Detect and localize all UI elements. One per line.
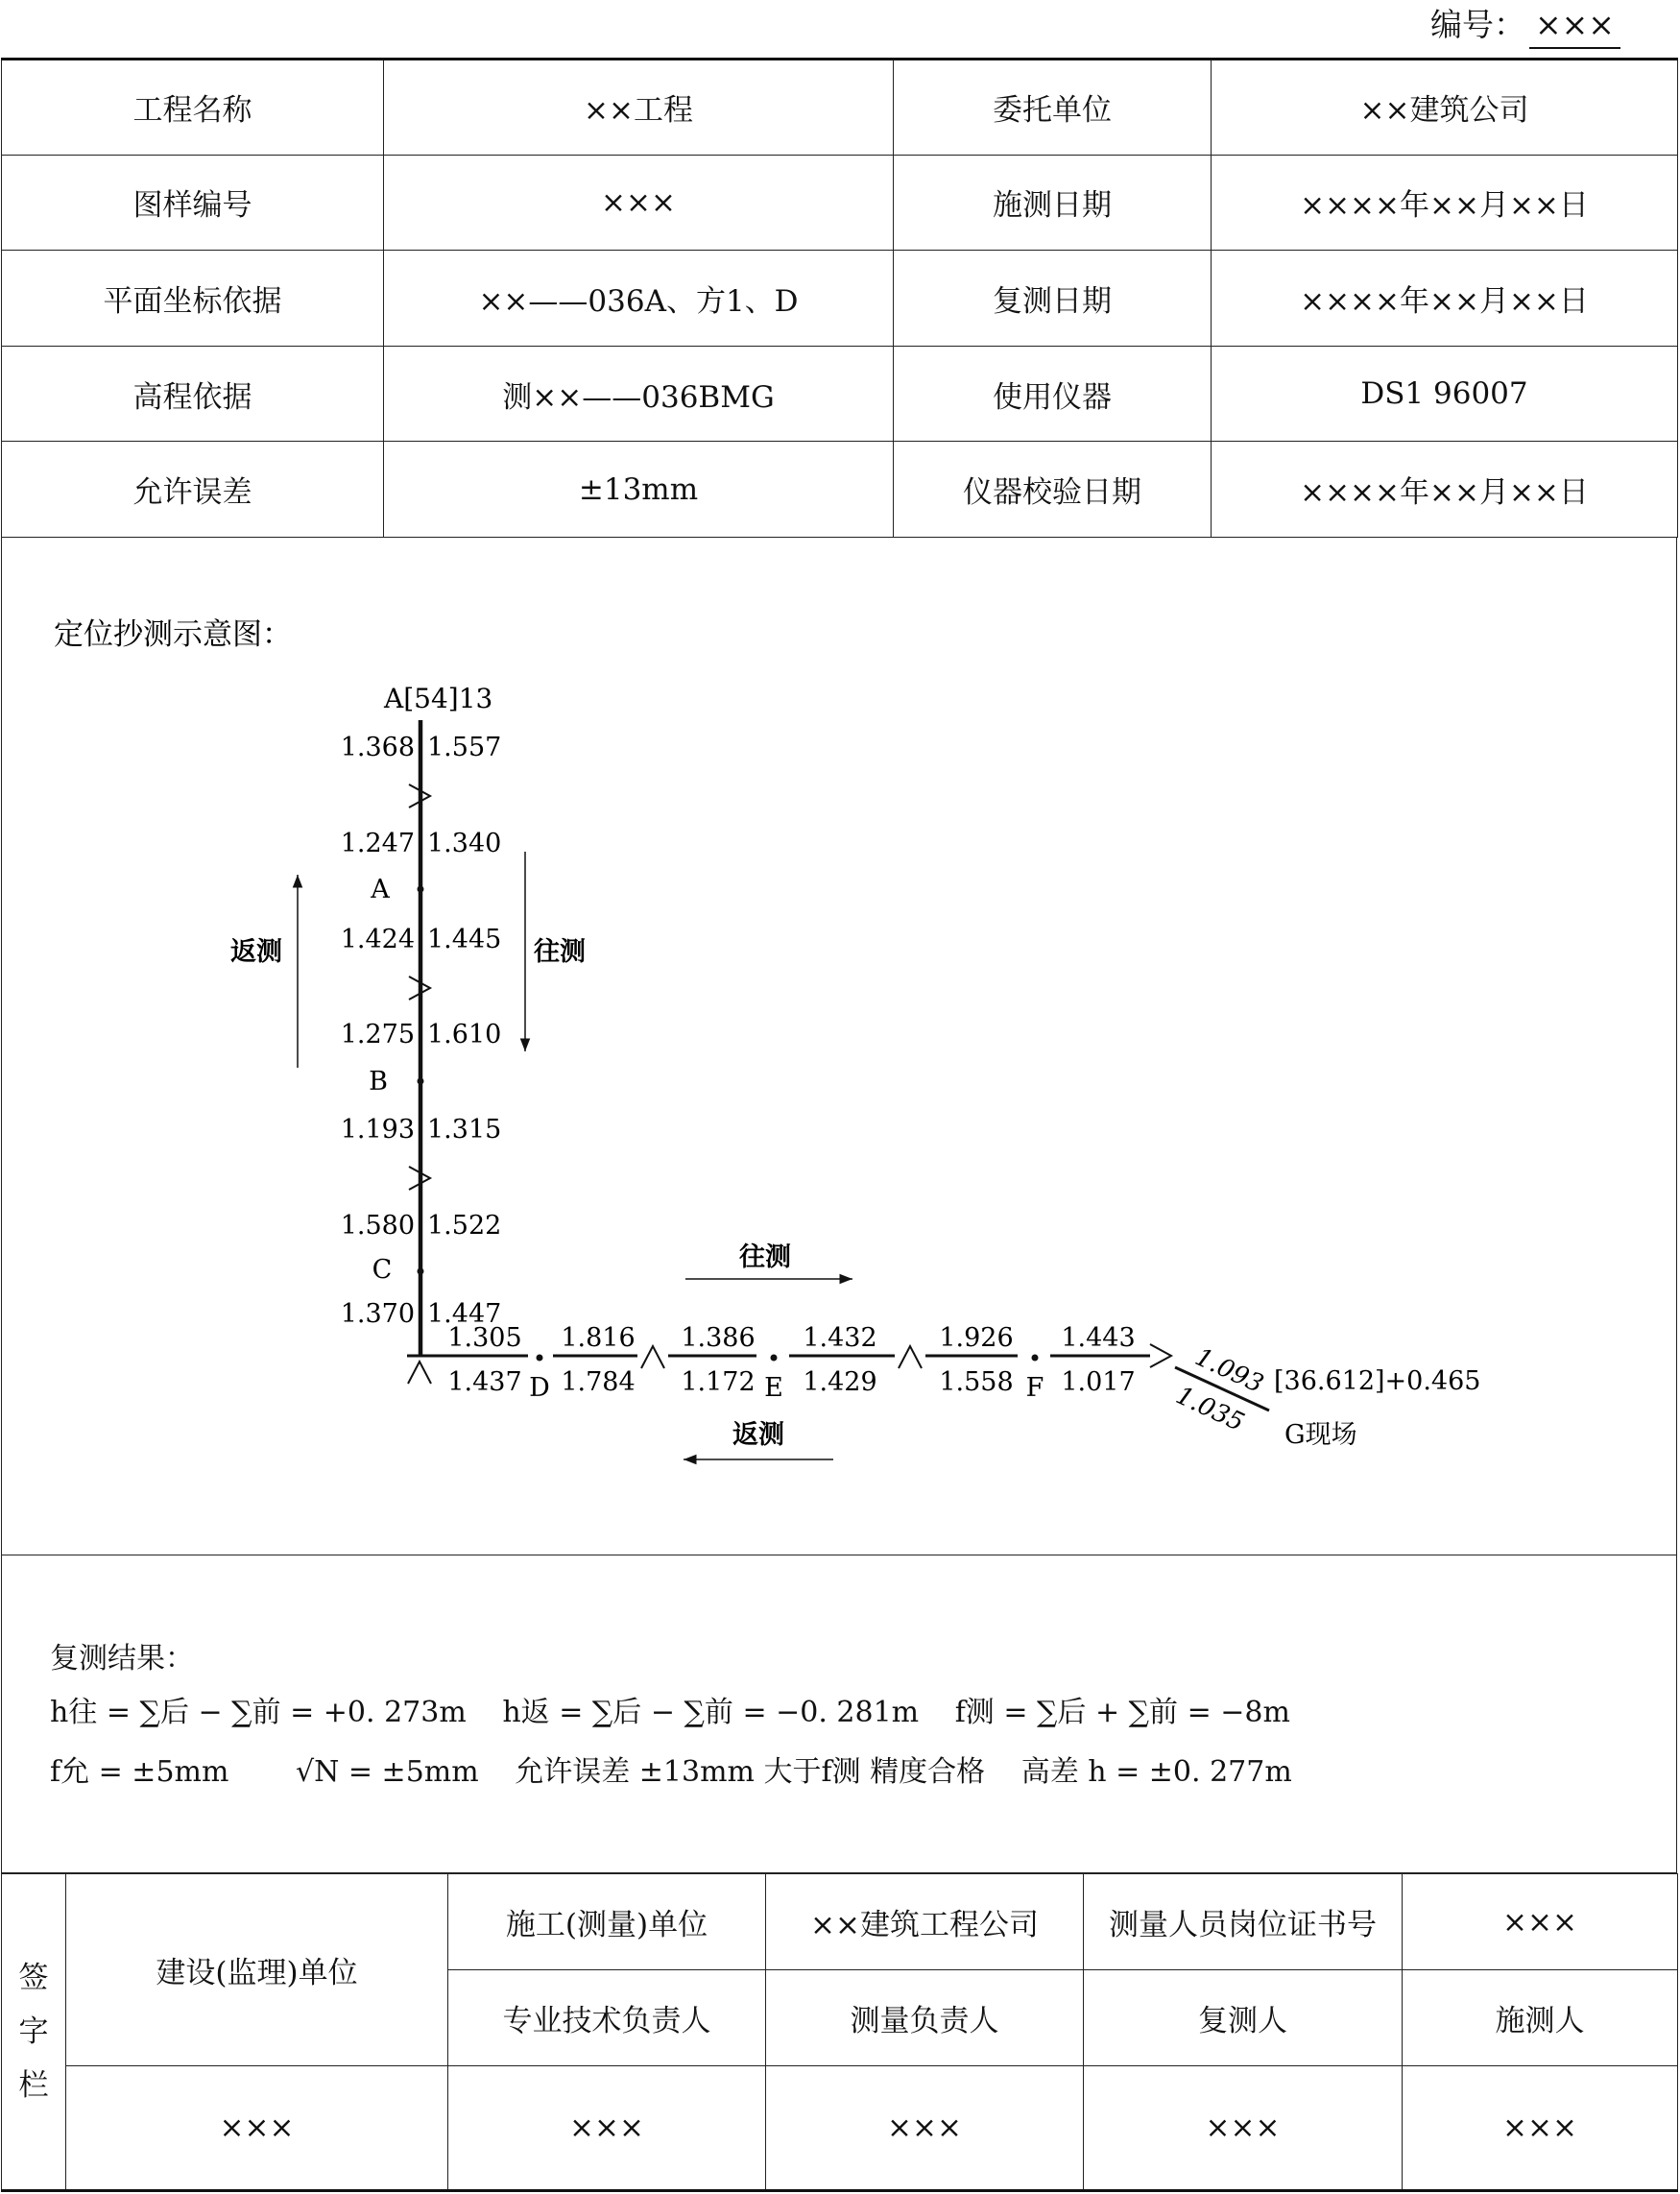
- info-label: 允许误差: [2, 442, 384, 538]
- sign-value: ×××: [1084, 2066, 1403, 2191]
- results-label: 复测结果：: [50, 1642, 194, 1676]
- project-info-table: [1, 58, 1678, 538]
- point-dot-a: [418, 886, 424, 893]
- sign-value: ×××: [66, 2066, 448, 2191]
- height-diff: 高差 h = ±0. 277m: [1020, 1755, 1292, 1789]
- construction-unit-value: ××建筑工程公司: [766, 1874, 1084, 1970]
- point-label-e: E: [764, 1373, 783, 1403]
- back-label-vertical: 返测: [230, 937, 282, 967]
- info-value: ×××: [384, 155, 894, 251]
- info-value: ××工程: [384, 60, 894, 156]
- point-dot-f: [1032, 1355, 1039, 1362]
- info-value: ××建筑公司: [1212, 60, 1678, 156]
- survey-lead-label: 测量负责人: [766, 1970, 1084, 2066]
- reading-top: 1.443: [1061, 1323, 1136, 1353]
- point-label-a: A: [371, 875, 390, 904]
- reading-bottom: 1.558: [939, 1367, 1014, 1397]
- signature-row: [2, 1874, 1678, 1970]
- serial-number: [1430, 0, 1620, 48]
- reading-fore: 1.315: [427, 1115, 502, 1145]
- rechecker-label: 复测人: [1084, 1970, 1403, 2066]
- point-label-d: D: [529, 1373, 550, 1403]
- signature-row: [2, 2066, 1678, 2191]
- reading-back: 1.275: [340, 1020, 415, 1049]
- results-line-2: [50, 1748, 1292, 1790]
- info-row: [2, 442, 1678, 538]
- info-label: 工程名称: [2, 60, 384, 156]
- reading-top: 1.386: [681, 1323, 756, 1353]
- back-label-horizontal: 返测: [732, 1420, 784, 1450]
- reading-back: 1.424: [340, 925, 415, 954]
- point-dot-e: [771, 1355, 778, 1362]
- info-row: [2, 251, 1678, 347]
- tech-lead-label: 专业技术负责人: [448, 1970, 766, 2066]
- serial-label: 编号：: [1430, 6, 1525, 43]
- info-value: 测××——036BMG: [384, 346, 894, 442]
- reading-fore: 1.340: [427, 829, 502, 858]
- point-dot-c: [418, 1268, 424, 1275]
- reading-fore: 1.557: [427, 733, 502, 762]
- end-station-label: G现场: [1284, 1420, 1357, 1450]
- info-value: ××××年××月××日: [1212, 155, 1678, 251]
- point-label-b: B: [369, 1067, 388, 1097]
- point-dot-b: [418, 1078, 424, 1085]
- reading-back: 1.247: [340, 829, 415, 858]
- reading-top: 1.093: [1190, 1342, 1268, 1400]
- reading-bottom: 1.172: [681, 1367, 756, 1397]
- info-value: ××××年××月××日: [1212, 442, 1678, 538]
- f-measured: f测 = ∑后 + ∑前 = −8m: [954, 1696, 1290, 1729]
- info-label: 图样编号: [2, 155, 384, 251]
- info-label: 仪器校验日期: [894, 442, 1212, 538]
- reading-back: 1.368: [340, 733, 415, 762]
- reading-bottom: 1.035: [1171, 1381, 1249, 1438]
- reading-fore: 1.445: [427, 925, 502, 954]
- results-section: [1, 1555, 1677, 1873]
- diagram-section: [1, 537, 1677, 1555]
- reading-fore: 1.522: [427, 1211, 502, 1241]
- sign-value: ×××: [1403, 2066, 1678, 2191]
- info-value: DS1 96007: [1212, 346, 1678, 442]
- forward-label-horizontal: 往测: [739, 1242, 791, 1272]
- info-label: 高程依据: [2, 346, 384, 442]
- info-label: 使用仪器: [894, 346, 1212, 442]
- end-station-value: [36.612]+0.465: [1274, 1366, 1481, 1396]
- info-label: 复测日期: [894, 251, 1212, 347]
- info-row: [2, 155, 1678, 251]
- reading-top: 1.926: [939, 1323, 1014, 1353]
- info-value: ××——036A、方1、D: [384, 251, 894, 347]
- info-label: 委托单位: [894, 60, 1212, 156]
- info-row: [2, 346, 1678, 442]
- reading-top: 1.305: [447, 1323, 522, 1353]
- info-row: [2, 60, 1678, 156]
- diagram-label: 定位抄测示意图：: [54, 617, 292, 652]
- surveyor-label: 施测人: [1403, 1970, 1678, 2066]
- reading-fore: 1.610: [427, 1020, 502, 1049]
- sign-value: ×××: [766, 2066, 1084, 2191]
- serial-value: ×××: [1529, 6, 1620, 49]
- reading-top: 1.432: [803, 1323, 877, 1353]
- info-value: ××××年××月××日: [1212, 251, 1678, 347]
- owner-label: 建设(监理)单位: [66, 1874, 448, 2066]
- turning-point-icon: [899, 1346, 922, 1368]
- reading-bottom: 1.784: [561, 1367, 636, 1397]
- point-label-f: F: [1025, 1373, 1044, 1403]
- construction-unit-label: 施工(测量)单位: [448, 1874, 766, 1970]
- reading-fore: 1.447: [427, 1299, 502, 1329]
- sqrt-n: √N = ±5mm: [295, 1755, 479, 1789]
- reading-back: 1.193: [340, 1115, 415, 1145]
- point-label-c: C: [372, 1255, 393, 1285]
- results-line-1: [50, 1688, 1290, 1730]
- reading-back: 1.370: [340, 1299, 415, 1329]
- turning-point-icon: [1150, 1344, 1171, 1367]
- reading-bottom: 1.429: [803, 1367, 877, 1397]
- reading-top: 1.816: [561, 1323, 636, 1353]
- start-station: A[54]13: [384, 683, 493, 714]
- reading-back: 1.580: [340, 1211, 415, 1241]
- turning-point-icon: [408, 1362, 431, 1384]
- signature-section-text: 签字栏: [18, 1961, 49, 2103]
- h-forward: h往 = ∑后 − ∑前 = +0. 273m: [50, 1696, 467, 1729]
- reading-bottom: 1.437: [447, 1367, 522, 1397]
- signature-section-label: [2, 1874, 66, 2191]
- info-label: 平面坐标依据: [2, 251, 384, 347]
- cert-value: ×××: [1403, 1874, 1678, 1970]
- info-label: 施测日期: [894, 155, 1212, 251]
- info-value: ±13mm: [384, 442, 894, 538]
- sign-value: ×××: [448, 2066, 766, 2191]
- leveling-diagram: [2, 537, 1675, 1555]
- point-dot-d: [537, 1355, 543, 1362]
- cert-label: 测量人员岗位证书号: [1084, 1874, 1403, 1970]
- h-back: h返 = ∑后 − ∑前 = −0. 281m: [502, 1696, 920, 1729]
- conclusion: 允许误差 ±13mm 大于f测 精度合格: [515, 1755, 986, 1789]
- turning-point-icon: [641, 1346, 664, 1368]
- f-allow: f允 = ±5mm: [50, 1755, 229, 1789]
- reading-bottom: 1.017: [1061, 1367, 1136, 1397]
- forward-label-vertical: 往测: [534, 937, 586, 967]
- signature-table: [1, 1873, 1678, 2192]
